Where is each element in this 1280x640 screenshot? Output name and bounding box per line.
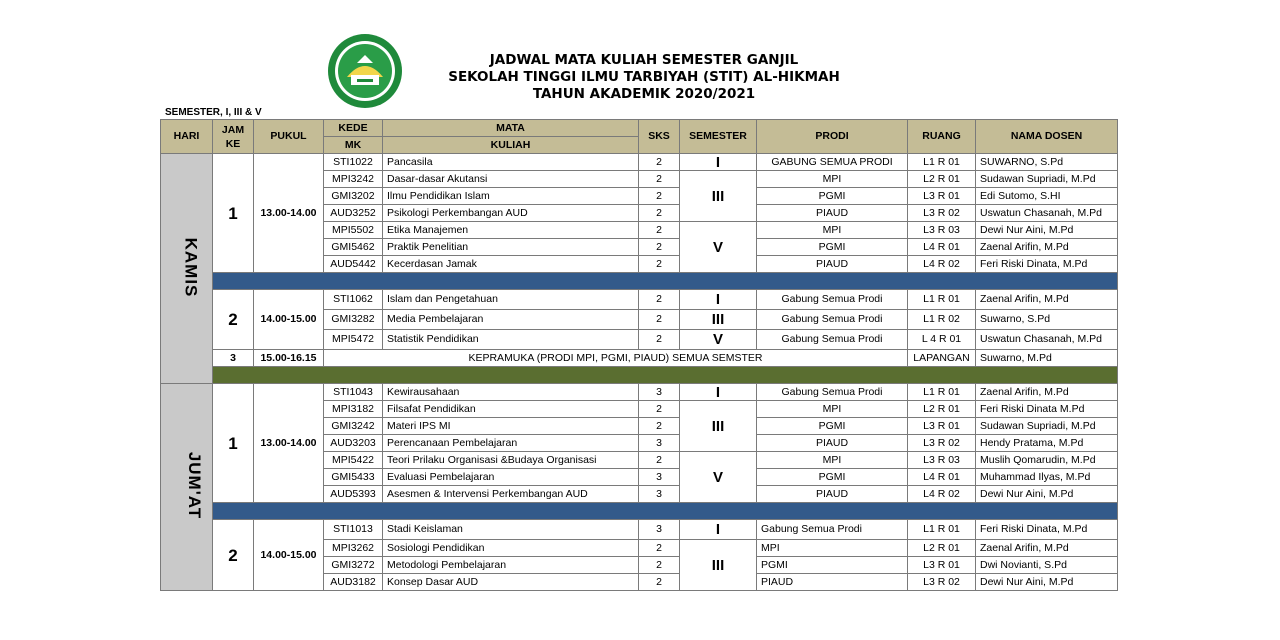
mk-cell: Metodologi Pembelajaran: [383, 557, 639, 574]
dosen-cell: Uswatun Chasanah, M.Pd: [976, 205, 1118, 222]
mk-cell: Islam dan Pengetahuan: [383, 290, 639, 310]
separator-bar: [213, 503, 1118, 520]
dosen-cell: Feri Riski Dinata, M.Pd: [976, 520, 1118, 540]
sks-cell: 2: [639, 401, 680, 418]
semester-note: SEMESTER, I, III & V: [165, 107, 262, 118]
mk-cell: Sosiologi Pendidikan: [383, 540, 639, 557]
pukul-cell: 14.00-15.00: [254, 290, 324, 350]
kode-cell: AUD3252: [324, 205, 383, 222]
ruang-cell: LAPANGAN: [908, 350, 976, 367]
kode-cell: GMI3202: [324, 188, 383, 205]
mk-cell: Filsafat Pendidikan: [383, 401, 639, 418]
dosen-cell: Muslih Qomarudin, M.Pd: [976, 452, 1118, 469]
sks-cell: 2: [639, 222, 680, 239]
mk-cell: Materi IPS MI: [383, 418, 639, 435]
kode-cell: GMI5462: [324, 239, 383, 256]
mk-cell: Kecerdasan Jamak: [383, 256, 639, 273]
dosen-cell: Dwi Novianti, S.Pd: [976, 557, 1118, 574]
kode-cell: STI1022: [324, 154, 383, 171]
title-line-1: JADWAL MATA KULIAH SEMESTER GANJIL: [489, 52, 799, 68]
header-row: [161, 120, 1118, 137]
prodi-cell: PGMI: [757, 418, 908, 435]
prodi-cell: PIAUD: [757, 256, 908, 273]
table-row: [161, 154, 1118, 171]
ruang-cell: L3 R 03: [908, 452, 976, 469]
separator-row: [161, 367, 1118, 384]
col-semester: SEMESTER: [680, 120, 757, 154]
kode-cell: GMI3242: [324, 418, 383, 435]
col-mk-top: MATA: [383, 120, 639, 137]
prodi-cell: PIAUD: [757, 435, 908, 452]
ruang-cell: L4 R 02: [908, 486, 976, 503]
dosen-cell: Zaenal Arifin, M.Pd: [976, 540, 1118, 557]
col-hari: HARI: [161, 120, 213, 154]
semester-cell: I: [680, 290, 757, 310]
day-cell-jumat: [161, 384, 213, 591]
sks-cell: 2: [639, 290, 680, 310]
col-prodi: PRODI: [757, 120, 908, 154]
sks-cell: 2: [639, 310, 680, 330]
dosen-cell: Zaenal Arifin, M.Pd: [976, 290, 1118, 310]
dosen-cell: Feri Riski Dinata, M.Pd: [976, 256, 1118, 273]
prodi-cell: MPI: [757, 222, 908, 239]
separator-row: [161, 503, 1118, 520]
ruang-cell: L3 R 03: [908, 222, 976, 239]
kode-cell: MPI5422: [324, 452, 383, 469]
dosen-cell: Hendy Pratama, M.Pd: [976, 435, 1118, 452]
pukul-cell: 15.00-16.15: [254, 350, 324, 367]
prodi-cell: Gabung Semua Prodi: [757, 520, 908, 540]
sks-cell: 3: [639, 520, 680, 540]
mk-cell: Teori Prilaku Organisasi &Budaya Organisasi: [383, 452, 639, 469]
prodi-cell: PIAUD: [757, 574, 908, 591]
mk-cell: Pancasila: [383, 154, 639, 171]
col-sks: SKS: [639, 120, 680, 154]
title-line-3: TAHUN AKADEMIK 2020/2021: [532, 86, 756, 102]
dosen-cell: Feri Riski Dinata M.Pd: [976, 401, 1118, 418]
ruang-cell: L1 R 01: [908, 384, 976, 401]
dosen-cell: Suwarno, S.Pd: [976, 310, 1118, 330]
ruang-cell: L4 R 01: [908, 469, 976, 486]
ruang-cell: L1 R 02: [908, 310, 976, 330]
document-title: [404, 52, 884, 103]
jam-cell: 1: [213, 384, 254, 503]
prodi-cell: PGMI: [757, 188, 908, 205]
title-line-2: SEKOLAH TINGGI ILMU TARBIYAH (STIT) AL-HIKMAH: [448, 69, 840, 85]
col-kode-bottom: MK: [324, 137, 383, 154]
sks-cell: 2: [639, 574, 680, 591]
dosen-cell: Suwarno, M.Pd: [976, 350, 1118, 367]
kode-cell: MPI5502: [324, 222, 383, 239]
prodi-cell: PIAUD: [757, 486, 908, 503]
sks-cell: 2: [639, 256, 680, 273]
mk-cell: Perencanaan Pembelajaran: [383, 435, 639, 452]
prodi-cell: Gabung Semua Prodi: [757, 384, 908, 401]
col-nama-dosen: NAMA DOSEN: [976, 120, 1118, 154]
prodi-cell: MPI: [757, 452, 908, 469]
prodi-cell: Gabung Semua Prodi: [757, 310, 908, 330]
college-logo: [327, 33, 403, 109]
separator-row: [161, 273, 1118, 290]
prodi-cell: GABUNG SEMUA PRODI: [757, 154, 908, 171]
sks-cell: 2: [639, 418, 680, 435]
sks-cell: 2: [639, 452, 680, 469]
prodi-cell: Gabung Semua Prodi: [757, 290, 908, 310]
kode-cell: STI1043: [324, 384, 383, 401]
sks-cell: 3: [639, 435, 680, 452]
ruang-cell: L2 R 01: [908, 171, 976, 188]
kode-cell: MPI3242: [324, 171, 383, 188]
ruang-cell: L3 R 02: [908, 574, 976, 591]
prodi-cell: PGMI: [757, 239, 908, 256]
sks-cell: 2: [639, 154, 680, 171]
semester-cell: V: [680, 222, 757, 273]
kode-cell: AUD5442: [324, 256, 383, 273]
sks-cell: 2: [639, 188, 680, 205]
day-label: KAMIS: [181, 237, 201, 297]
mk-cell: Psikologi Perkembangan AUD: [383, 205, 639, 222]
semester-cell: V: [680, 330, 757, 350]
activity-cell: KEPRAMUKA (PRODI MPI, PGMI, PIAUD) SEMUA SEMSTER: [324, 350, 908, 367]
table-row: [161, 384, 1118, 401]
sks-cell: 2: [639, 557, 680, 574]
prodi-cell: PGMI: [757, 469, 908, 486]
col-mk-bottom: KULIAH: [383, 137, 639, 154]
col-jam-ke: JAM KE: [213, 120, 254, 154]
prodi-cell: PGMI: [757, 557, 908, 574]
table-row: [161, 290, 1118, 310]
kode-cell: GMI5433: [324, 469, 383, 486]
dosen-cell: Zaenal Arifin, M.Pd: [976, 239, 1118, 256]
prodi-cell: Gabung Semua Prodi: [757, 330, 908, 350]
dosen-cell: Dewi Nur Aini, M.Pd: [976, 222, 1118, 239]
kode-cell: MPI5472: [324, 330, 383, 350]
jam-cell: 3: [213, 350, 254, 367]
ruang-cell: L3 R 01: [908, 188, 976, 205]
dosen-cell: Dewi Nur Aini, M.Pd: [976, 486, 1118, 503]
ruang-cell: L1 R 01: [908, 154, 976, 171]
mk-cell: Statistik Pendidikan: [383, 330, 639, 350]
schedule-table: [160, 119, 1118, 591]
dosen-cell: Uswatun Chasanah, M.Pd: [976, 330, 1118, 350]
sks-cell: 2: [639, 239, 680, 256]
dosen-cell: Sudawan Supriadi, M.Pd: [976, 171, 1118, 188]
mk-cell: Asesmen & Intervensi Perkembangan AUD: [383, 486, 639, 503]
separator-bar: [213, 367, 1118, 384]
col-ruang: RUANG: [908, 120, 976, 154]
mk-cell: Kewirausahaan: [383, 384, 639, 401]
semester-cell: I: [680, 384, 757, 401]
table-row: [161, 520, 1118, 540]
ruang-cell: L2 R 01: [908, 540, 976, 557]
mk-cell: Stadi Keislaman: [383, 520, 639, 540]
dosen-cell: SUWARNO, S.Pd: [976, 154, 1118, 171]
mk-cell: Konsep Dasar AUD: [383, 574, 639, 591]
prodi-cell: MPI: [757, 171, 908, 188]
ruang-cell: L1 R 01: [908, 520, 976, 540]
dosen-cell: Muhammad Ilyas, M.Pd: [976, 469, 1118, 486]
mk-cell: Praktik Penelitian: [383, 239, 639, 256]
separator-bar: [213, 273, 1118, 290]
dosen-cell: Dewi Nur Aini, M.Pd: [976, 574, 1118, 591]
prodi-cell: MPI: [757, 540, 908, 557]
sks-cell: 3: [639, 486, 680, 503]
jam-cell: 1: [213, 154, 254, 273]
kode-cell: STI1062: [324, 290, 383, 310]
ruang-cell: L1 R 01: [908, 290, 976, 310]
sks-cell: 2: [639, 205, 680, 222]
ruang-cell: L4 R 02: [908, 256, 976, 273]
semester-cell: III: [680, 401, 757, 452]
jam-cell: 2: [213, 520, 254, 591]
mk-cell: Dasar-dasar Akutansi: [383, 171, 639, 188]
semester-cell: III: [680, 310, 757, 330]
col-pukul: PUKUL: [254, 120, 324, 154]
ruang-cell: L3 R 01: [908, 418, 976, 435]
ruang-cell: L4 R 01: [908, 239, 976, 256]
ruang-cell: L3 R 02: [908, 205, 976, 222]
semester-cell: V: [680, 452, 757, 503]
dosen-cell: Edi Sutomo, S.HI: [976, 188, 1118, 205]
ruang-cell: L3 R 02: [908, 435, 976, 452]
jam-cell: 2: [213, 290, 254, 350]
pukul-cell: 13.00-14.00: [254, 384, 324, 503]
kode-cell: GMI3282: [324, 310, 383, 330]
ruang-cell: L3 R 01: [908, 557, 976, 574]
dosen-cell: Zaenal Arifin, M.Pd: [976, 384, 1118, 401]
dosen-cell: Sudawan Supriadi, M.Pd: [976, 418, 1118, 435]
kode-cell: MPI3182: [324, 401, 383, 418]
kode-cell: MPI3262: [324, 540, 383, 557]
day-cell-kamis: [161, 154, 213, 384]
mk-cell: Evaluasi Pembelajaran: [383, 469, 639, 486]
kode-cell: AUD5393: [324, 486, 383, 503]
ruang-cell: L 4 R 01: [908, 330, 976, 350]
sks-cell: 2: [639, 171, 680, 188]
sks-cell: 3: [639, 469, 680, 486]
sks-cell: 2: [639, 330, 680, 350]
day-label: JUM'AT: [185, 451, 205, 520]
semester-cell: III: [680, 171, 757, 222]
pukul-cell: 13.00-14.00: [254, 154, 324, 273]
prodi-cell: PIAUD: [757, 205, 908, 222]
sks-cell: 2: [639, 540, 680, 557]
sks-cell: 3: [639, 384, 680, 401]
kode-cell: STI1013: [324, 520, 383, 540]
col-kode-top: KEDE: [324, 120, 383, 137]
kode-cell: AUD3182: [324, 574, 383, 591]
kode-cell: GMI3272: [324, 557, 383, 574]
mk-cell: Ilmu Pendidikan Islam: [383, 188, 639, 205]
prodi-cell: MPI: [757, 401, 908, 418]
semester-cell: I: [680, 520, 757, 540]
kode-cell: AUD3203: [324, 435, 383, 452]
semester-cell: I: [680, 154, 757, 171]
pukul-cell: 14.00-15.00: [254, 520, 324, 591]
mk-cell: Etika Manajemen: [383, 222, 639, 239]
semester-cell: III: [680, 540, 757, 591]
mk-cell: Media Pembelajaran: [383, 310, 639, 330]
table-row: [161, 350, 1118, 367]
ruang-cell: L2 R 01: [908, 401, 976, 418]
